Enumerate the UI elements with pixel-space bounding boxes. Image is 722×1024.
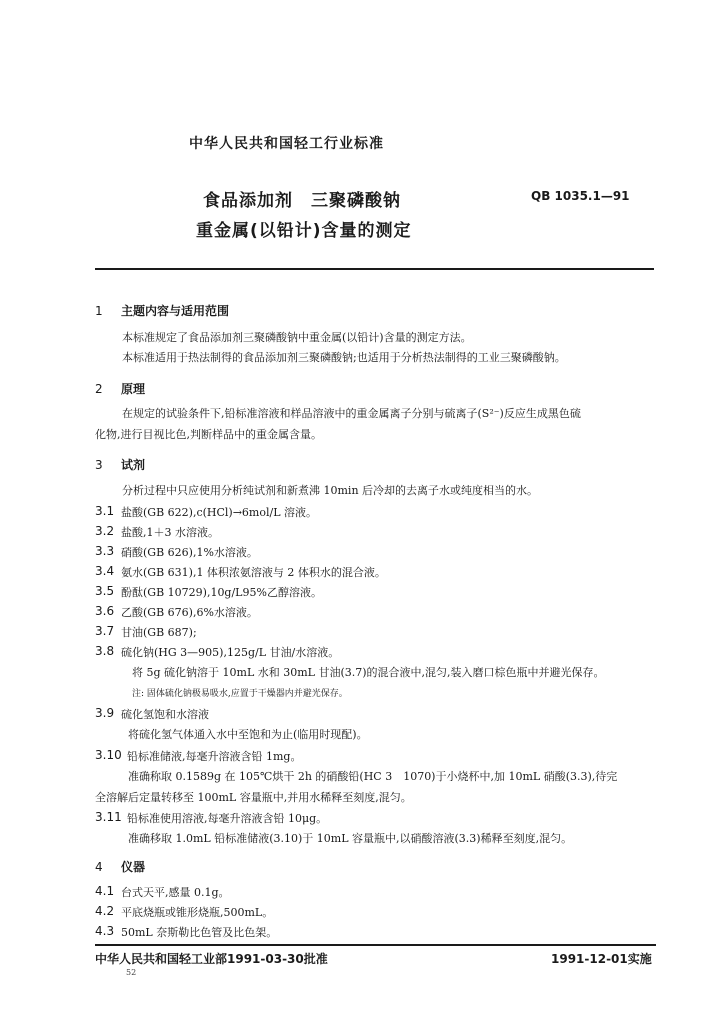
reagent-item: [95, 644, 655, 662]
item-text: 铅标准使用溶液,每毫升溶液含铅 10μg。: [127, 812, 328, 825]
item-number: 3.4: [95, 564, 115, 578]
item-number: 3.5: [95, 584, 115, 598]
issuing-body-title: 中华人民共和国轻工行业标准: [189, 136, 384, 152]
reagent-item: [95, 564, 655, 582]
reagent-item: [95, 524, 655, 542]
paragraph: 将 5g 硫化钠溶于 10mL 水和 30mL 甘油(3.7)的混合液中,混匀,装入磨口棕色瓶中并避光保存。: [132, 666, 605, 679]
reagent-item: [95, 504, 655, 522]
section-title: 主题内容与适用范围: [121, 304, 230, 318]
item-number: 3.1: [95, 504, 115, 518]
section-4-heading: [95, 858, 145, 875]
item-number: 3.7: [95, 624, 115, 638]
item-text: 甘油(GB 687);: [121, 626, 197, 639]
item-text: 平底烧瓶或锥形烧瓶,500mL。: [121, 906, 274, 919]
section-2-heading: [95, 380, 145, 397]
paragraph: 在规定的试验条件下,铅标准溶液和样品溶液中的重金属离子分别与硫离子(S²⁻)反应生成黑色硫: [122, 407, 581, 420]
item-number: 3.10: [95, 748, 122, 762]
paragraph: 将硫化氢气体通入水中至饱和为止(临用时现配)。: [128, 728, 368, 741]
paragraph: 化物,进行目视比色,判断样品中的重金属含量。: [95, 428, 322, 441]
item-text: 硝酸(GB 626),1%水溶液。: [121, 546, 258, 559]
section-number: 4: [95, 860, 103, 874]
paragraph: 全溶解后定量转移至 100mL 容量瓶中,并用水稀释至刻度,混匀。: [95, 791, 412, 804]
section-number: 3: [95, 458, 103, 472]
document-title-line2: 重金属(以铅计)含量的测定: [196, 221, 412, 241]
paragraph: 准确移取 1.0mL 铅标准储液(3.10)于 10mL 容量瓶中,以硝酸溶液(3.3)稀释至刻度,混匀。: [128, 832, 573, 845]
instrument-item: [95, 904, 655, 922]
paragraph: 本标准适用于热法制得的食品添加剂三聚磷酸钠;也适用于分析热法制得的工业三聚磷酸钠。: [122, 351, 566, 364]
implementation-date: 1991-12-01实施: [551, 952, 652, 966]
paragraph: 分析过程中只应使用分析纯试剂和新煮沸 10min 后冷却的去离子水或纯度相当的水。: [122, 484, 539, 497]
item-text: 硫化钠(HG 3—905),125g/L 甘油/水溶液。: [121, 646, 340, 659]
item-text: 盐酸,1＋3 水溶液。: [121, 526, 219, 539]
note: 注: 固体硫化钠极易吸水,应置于干燥器内并避光保存。: [132, 689, 348, 699]
item-text: 50mL 奈斯勒比色管及比色架。: [121, 926, 278, 939]
reagent-item: [95, 810, 655, 828]
section-number: 1: [95, 304, 103, 318]
section-title: 仪器: [121, 860, 146, 874]
item-number: 4.2: [95, 904, 115, 918]
reagent-item: [95, 544, 655, 562]
footer-rule: [95, 944, 656, 946]
reagent-item: [95, 706, 655, 724]
reagent-item: [95, 584, 655, 602]
item-text: 铅标准储液,每毫升溶液含铅 1mg。: [127, 750, 302, 763]
item-number: 3.8: [95, 644, 115, 658]
standard-number: QB 1035.1—91: [531, 189, 630, 203]
section-title: 原理: [121, 382, 146, 396]
item-number: 3.9: [95, 706, 115, 720]
section-3-heading: [95, 456, 145, 473]
item-number: 4.1: [95, 884, 115, 898]
instrument-item: [95, 924, 655, 942]
paragraph: 准确称取 0.1589g 在 105℃烘干 2h 的硝酸铅(HC 3 1070)于小烧杯中,加 10mL 硝酸(3.3),待完: [128, 770, 618, 783]
section-1-heading: [95, 302, 229, 319]
reagent-item: [95, 748, 655, 766]
document-title-line1: 食品添加剂 三聚磷酸钠: [203, 191, 401, 211]
section-number: 2: [95, 382, 103, 396]
reagent-item: [95, 624, 655, 642]
item-text: 酚酞(GB 10729),10g/L95%乙醇溶液。: [121, 586, 322, 599]
item-text: 硫化氢饱和水溶液: [121, 708, 209, 721]
item-number: 3.6: [95, 604, 115, 618]
item-text: 氨水(GB 631),1 体积浓氨溶液与 2 体积水的混合液。: [121, 566, 386, 579]
approval-line: 中华人民共和国轻工业部1991-03-30批准: [95, 952, 328, 966]
item-number: 3.11: [95, 810, 122, 824]
item-number: 3.2: [95, 524, 115, 538]
instrument-item: [95, 884, 655, 902]
item-number: 4.3: [95, 924, 115, 938]
reagent-item: [95, 604, 655, 622]
item-number: 3.3: [95, 544, 115, 558]
item-text: 盐酸(GB 622),c(HCl)→6mol/L 溶液。: [121, 506, 318, 519]
item-text: 台式天平,感量 0.1g。: [121, 886, 230, 899]
section-title: 试剂: [121, 458, 146, 472]
header-rule: [95, 268, 654, 270]
item-text: 乙酸(GB 676),6%水溶液。: [121, 606, 258, 619]
page-number: 52: [126, 968, 137, 977]
paragraph: 本标准规定了食品添加剂三聚磷酸钠中重金属(以铅计)含量的测定方法。: [122, 331, 472, 344]
